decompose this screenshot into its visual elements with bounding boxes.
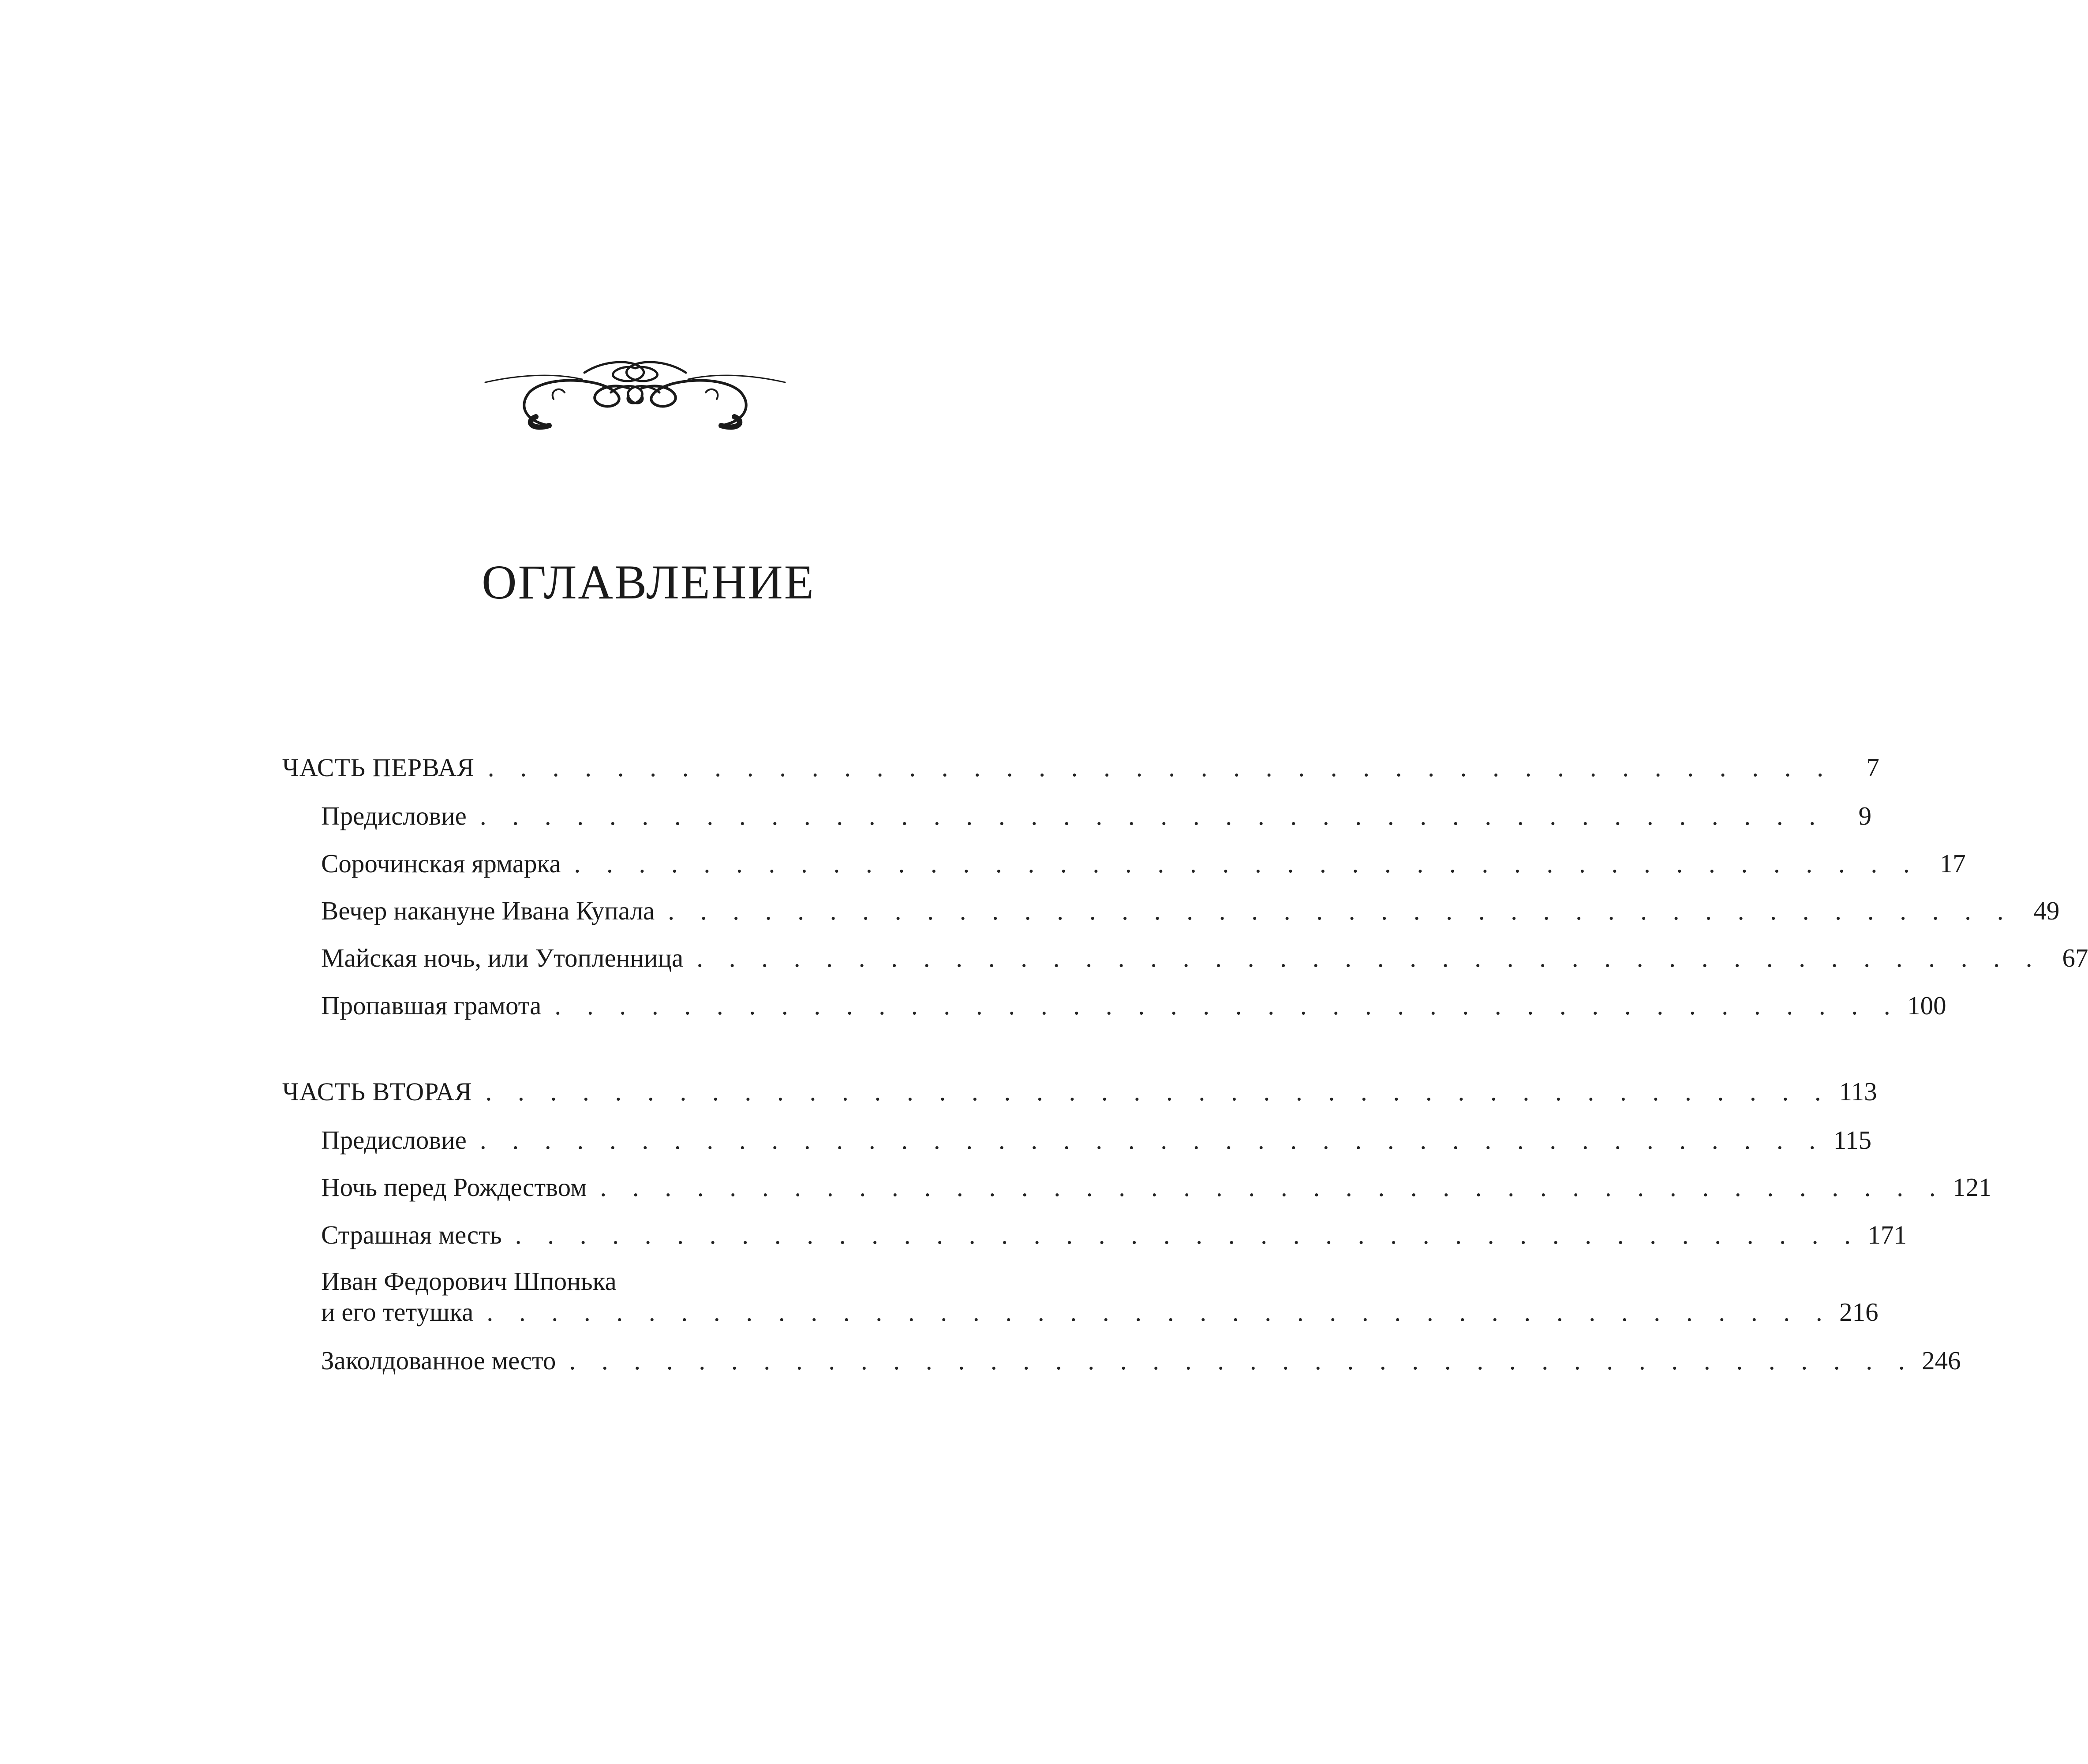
dot-leader: . . . . . . . . . . . . . . . . . . . . . . . . . . . . . . . . . . . . . . . . . . — [479, 1125, 1826, 1155]
toc-item[interactable] — [321, 1294, 1878, 1330]
dot-leader: . . . . . . . . . . . . . . . . . . . . . . . . . . . . . . . . . . . . . . . . . . — [574, 849, 1920, 878]
toc-page-number: 121 — [1953, 1173, 1992, 1202]
toc-item[interactable] — [321, 893, 2060, 928]
toc-item-label: Страшная месть — [321, 1220, 502, 1249]
toc-page-number: 246 — [1922, 1346, 1961, 1375]
toc-item[interactable] — [321, 988, 1946, 1023]
toc-page-number: 17 — [1939, 849, 1966, 878]
toc-item-label-line2: и его тетушка — [321, 1297, 474, 1327]
toc-part-label: ЧАСТЬ ПЕРВАЯ — [282, 753, 475, 782]
toc-item-label: Вечер накануне Ивана Купала — [321, 896, 655, 925]
toc-item[interactable] — [321, 1217, 1907, 1252]
dot-leader: . . . . . . . . . . . . . . . . . . . . . . . . . . . . . . . . . . . . . . . . . . — [569, 1346, 1915, 1375]
dot-leader: . . . . . . . . . . . . . . . . . . . . . . . . . . . . . . . . . . . . . . . . . . — [696, 943, 2042, 972]
toc-part-label: ЧАСТЬ ВТОРАЯ — [282, 1077, 472, 1106]
toc-item[interactable] — [321, 1122, 1872, 1158]
dot-leader: . . . . . . . . . . . . . . . . . . . . . . . . . . . . . . . . . . . . . . . . . . — [487, 753, 1834, 782]
toc-item-label: Майская ночь, или Утопленница — [321, 943, 684, 972]
toc-page-number: 100 — [1907, 991, 1946, 1020]
toc-item-label: Заколдованное место — [321, 1346, 556, 1375]
dot-leader: . . . . . . . . . . . . . . . . . . . . . . . . . . . . . . . . . . . . . . . . . . — [479, 801, 1826, 830]
toc-page-number: 9 — [1858, 801, 1872, 830]
toc-part-heading[interactable] — [282, 1074, 1877, 1110]
dot-leader: . . . . . . . . . . . . . . . . . . . . . . . . . . . . . . . . . . . . . . . . . . — [600, 1173, 1946, 1202]
toc-item-label: Предисловие — [321, 801, 467, 830]
page-title: ОГЛАВЛЕНИЕ — [482, 555, 815, 609]
dot-leader: . . . . . . . . . . . . . . . . . . . . . . . . . . . . . . . . . . . . . . . . . . — [554, 991, 1900, 1020]
toc-item-label: Ночь перед Рождеством — [321, 1173, 587, 1202]
toc-item-label-line1[interactable]: Иван Федорович Шпонька — [321, 1267, 617, 1296]
toc-item[interactable] — [321, 940, 2088, 975]
toc-item-label: Предисловие — [321, 1125, 467, 1155]
toc-part-heading[interactable] — [282, 750, 1880, 785]
toc-page-number: 216 — [1839, 1297, 1878, 1327]
toc-item[interactable] — [321, 1343, 1961, 1378]
dot-leader: . . . . . . . . . . . . . . . . . . . . . . . . . . . . . . . . . . . . . . . . . . — [668, 896, 2013, 925]
toc-item-label: Сорочинская ярмарка — [321, 849, 561, 878]
toc-page-number: 113 — [1839, 1077, 1877, 1106]
toc-item-label: Пропавшая грамота — [321, 991, 542, 1020]
toc-page-number: 7 — [1866, 753, 1880, 782]
toc-page-number: 67 — [2062, 943, 2088, 972]
dot-leader: . . . . . . . . . . . . . . . . . . . . . . . . . . . . . . . . . . . . . . . . . . — [515, 1220, 1860, 1249]
toc-page-number: 171 — [1867, 1220, 1907, 1249]
toc-page-number: 49 — [2033, 896, 2060, 925]
toc-page-number: 115 — [1833, 1125, 1872, 1155]
dot-leader: . . . . . . . . . . . . . . . . . . . . . . . . . . . . . . . . . . . . . . . . . . — [485, 1077, 1831, 1106]
toc-item[interactable] — [321, 1170, 1992, 1205]
toc-item[interactable] — [321, 846, 1966, 881]
dot-leader: . . . . . . . . . . . . . . . . . . . . . . . . . . . . . . . . . . . . . . . . . . — [486, 1297, 1832, 1327]
flourish-ornament-icon — [483, 355, 787, 439]
toc-item[interactable] — [321, 798, 1872, 833]
